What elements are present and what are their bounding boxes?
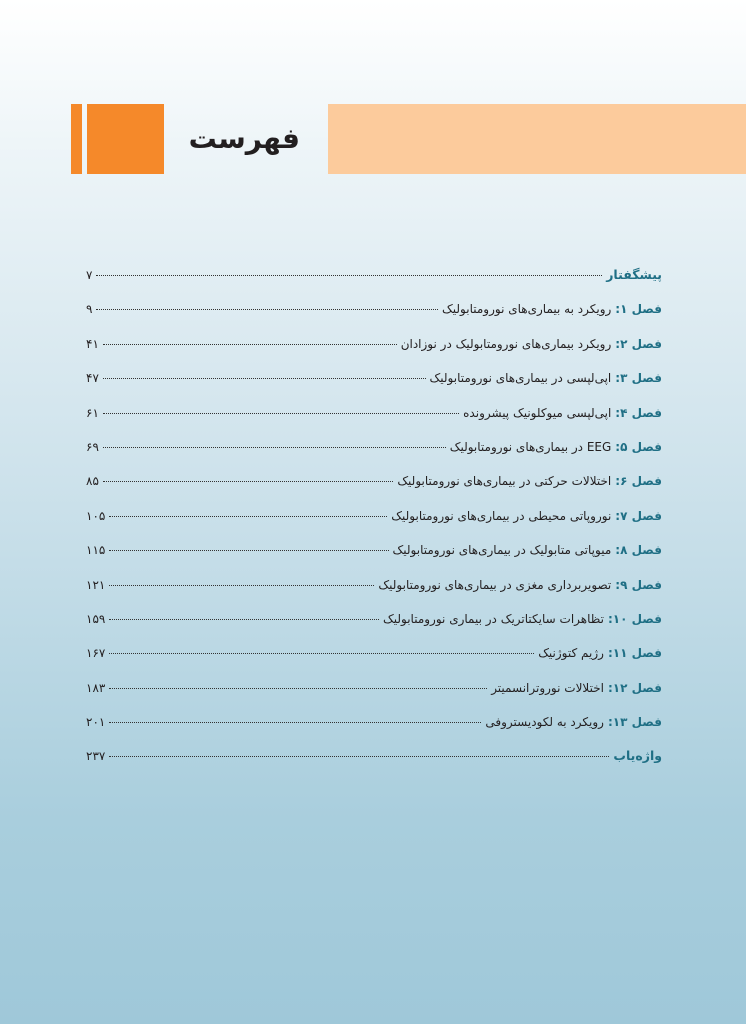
chapter-title: اپی‌لپسی در بیماری‌های نورومتابولیک — [429, 371, 612, 386]
page-number: ۱۵۹ — [86, 611, 106, 626]
dot-leader — [96, 309, 438, 310]
dot-leader — [96, 275, 602, 276]
chapter-title: رویکرد به لکودیستروفی — [485, 715, 604, 730]
page-number: ۲۰۱ — [86, 715, 106, 730]
chapter-title: تظاهرات سایکتاتریک در بیماری نورومتابولیک — [383, 611, 604, 626]
toc-entry[interactable] — [86, 671, 662, 705]
accent-bar-thick — [87, 104, 164, 174]
toc-entry[interactable] — [86, 327, 662, 361]
page-number: ۱۲۱ — [86, 577, 106, 592]
chapter-title: پیشگفتار — [606, 267, 662, 282]
chapter-title: واژه‌یاب — [613, 748, 662, 764]
dot-leader — [109, 550, 388, 551]
chapter-number: فصل ۲: — [615, 336, 662, 351]
dot-leader — [109, 653, 534, 654]
chapter-title: نوروپاتی محیطی در بیماری‌های نورومتابولیک — [391, 508, 612, 523]
chapter-title: رویکرد بیماری‌های نورومتابولیک در نوزادان — [400, 336, 612, 351]
page-number: ۴۷ — [86, 371, 99, 386]
chapter-number: فصل ۱۱: — [607, 646, 662, 661]
chapter-title: EEG در بیماری‌های نورومتابولیک — [449, 439, 612, 454]
chapter-number: فصل ۱۳: — [607, 715, 662, 730]
toc-entry[interactable] — [86, 739, 662, 773]
dot-leader — [103, 344, 397, 345]
chapter-number: فصل ۶: — [615, 474, 662, 489]
chapter-number: فصل ۳: — [615, 371, 662, 386]
page-number: ۷ — [86, 268, 93, 282]
toc-entry[interactable] — [86, 602, 662, 636]
chapter-number: فصل ۹: — [615, 577, 662, 592]
toc-entry[interactable] — [86, 499, 662, 533]
page-number: ۴۱ — [86, 336, 99, 351]
chapter-title: اختلالات نوروترانسمیتر — [491, 680, 604, 695]
dot-leader — [103, 481, 393, 482]
chapter-title: اپی‌لپسی میوکلونیک پیشرونده — [463, 405, 612, 420]
toc-entry[interactable] — [86, 533, 662, 567]
chapter-number: فصل ۱۲: — [607, 680, 662, 695]
toc-entry[interactable] — [86, 430, 662, 464]
page-number: ۸۵ — [86, 474, 99, 489]
chapter-number: فصل ۴: — [615, 405, 662, 420]
dot-leader — [109, 688, 487, 689]
page-number: ۱۱۵ — [86, 543, 106, 558]
page-number: ۲۳۷ — [86, 749, 106, 764]
chapter-number: فصل ۱۰: — [607, 611, 662, 626]
chapter-title: اختلالات حرکتی در بیماری‌های نورومتابولیک — [397, 474, 612, 489]
page-number: ۶۱ — [86, 405, 99, 420]
chapter-number: فصل ۵: — [615, 439, 662, 454]
chapter-number: فصل ۸: — [615, 543, 662, 558]
dot-leader — [109, 756, 609, 757]
dot-leader — [109, 585, 374, 586]
dot-leader — [103, 378, 426, 379]
chapter-title: رویکرد به بیماری‌های نورومتابولیک — [442, 302, 612, 317]
page-number: ۶۹ — [86, 439, 99, 454]
header-band — [328, 104, 746, 174]
page-number: ۱۶۷ — [86, 646, 106, 661]
toc-entry[interactable] — [86, 361, 662, 395]
dot-leader — [109, 722, 481, 723]
toc-entry[interactable] — [86, 636, 662, 670]
toc-entry[interactable] — [86, 292, 662, 326]
dot-leader — [109, 516, 387, 517]
dot-leader — [103, 413, 459, 414]
toc-entry[interactable] — [86, 705, 662, 739]
page-number: ۱۸۳ — [86, 680, 106, 695]
toc-entry[interactable] — [86, 258, 662, 292]
page-number: ۹ — [86, 302, 93, 317]
toc-entry[interactable] — [86, 396, 662, 430]
dot-leader — [103, 447, 446, 448]
chapter-title: رژیم کتوژنیک — [538, 646, 604, 661]
chapter-title: میوپاتی متابولیک در بیماری‌های نورومتابولیک — [392, 543, 612, 558]
accent-bar-thin — [71, 104, 82, 174]
toc-entry[interactable] — [86, 464, 662, 498]
table-of-contents — [86, 258, 662, 774]
page-number: ۱۰۵ — [86, 508, 106, 523]
page-title: فهرست — [188, 122, 300, 155]
toc-entry[interactable] — [86, 568, 662, 602]
chapter-title: تصویربرداری مغزی در بیماری‌های نورومتابولیک — [378, 577, 612, 592]
dot-leader — [109, 619, 379, 620]
chapter-number: فصل ۱: — [615, 302, 662, 317]
chapter-number: فصل ۷: — [615, 508, 662, 523]
